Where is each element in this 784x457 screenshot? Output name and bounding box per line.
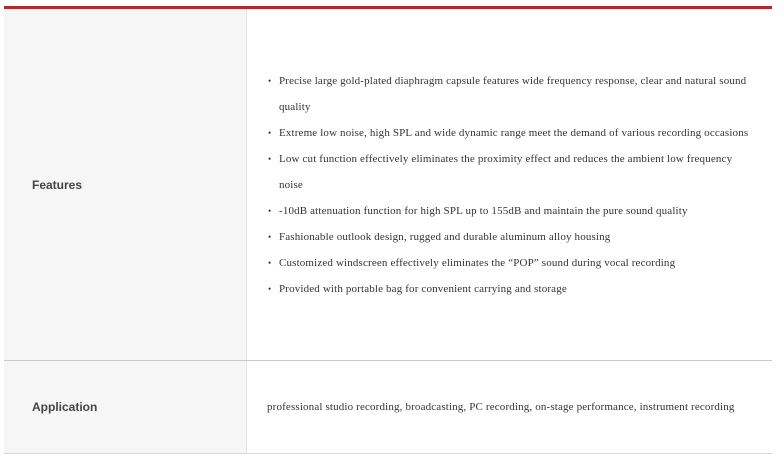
bullet-icon: • xyxy=(268,231,272,242)
features-value-cell xyxy=(247,9,773,361)
bullet-icon: • xyxy=(268,283,272,294)
features-list xyxy=(267,68,756,302)
list-item xyxy=(267,276,756,302)
feature-text: Customized windscreen effectively eliminates the “POP” sound during vocal recording xyxy=(279,256,676,269)
list-item xyxy=(267,198,756,224)
features-label: Features xyxy=(4,9,247,361)
application-label: Application xyxy=(4,361,247,454)
feature-text: Extreme low noise, high SPL and wide dynamic range meet the demand of various recording occasions xyxy=(279,126,749,139)
feature-text: -10dB attenuation function for high SPL up to 155dB and maintain the pure sound quality xyxy=(279,204,688,217)
list-item xyxy=(267,120,756,146)
feature-text: Precise large gold-plated diaphragm capsule features wide frequency response, clear and natural sound quality xyxy=(279,74,747,113)
bullet-icon: • xyxy=(268,75,272,86)
table-row-features xyxy=(4,9,772,361)
list-item xyxy=(267,68,756,120)
bullet-icon: • xyxy=(268,127,272,138)
spec-table xyxy=(4,9,772,454)
feature-text: Fashionable outlook design, rugged and durable aluminum alloy housing xyxy=(279,230,611,243)
bullet-icon: • xyxy=(268,205,272,216)
list-item xyxy=(267,146,756,198)
table-row-application xyxy=(4,361,772,454)
spec-panel xyxy=(4,0,772,457)
bullet-icon: • xyxy=(268,257,272,268)
list-item xyxy=(267,224,756,250)
feature-text: Low cut function effectively eliminates the proximity effect and reduces the ambient low frequency noise xyxy=(279,152,733,191)
list-item xyxy=(267,250,756,276)
application-value-cell xyxy=(247,361,773,454)
bullet-icon: • xyxy=(268,153,272,164)
feature-text: Provided with portable bag for convenient carrying and storage xyxy=(279,282,567,295)
application-text: professional studio recording, broadcasting, PC recording, on-stage performance, instrument recording xyxy=(267,401,735,413)
